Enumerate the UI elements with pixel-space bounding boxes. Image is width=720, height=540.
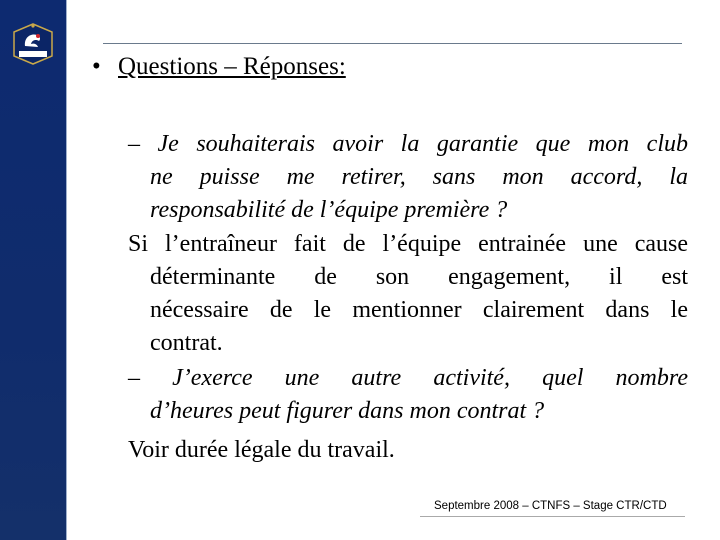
question-1-line: responsabilité de l’équipe première ? — [150, 197, 508, 223]
slide-title — [92, 52, 346, 82]
title-text: Questions – Réponses: — [118, 53, 346, 80]
answer-1-line: déterminante de son engagement, il est — [150, 264, 688, 290]
sidebar-band — [0, 0, 66, 540]
answer-1-line: contrat. — [150, 330, 223, 356]
fff-logo-icon — [12, 22, 54, 66]
top-divider — [103, 43, 682, 44]
answer-1-line: Si l’entraîneur fait de l’équipe entrainée une cause — [128, 231, 688, 257]
question-1-line: ne puisse me retirer, sans mon accord, la — [150, 164, 688, 190]
answer-1-line: nécessaire de le mentionner clairement dans le — [150, 297, 688, 323]
question-2-line: d’heures peut figurer dans mon contrat ? — [150, 398, 545, 424]
bullet: • — [92, 53, 101, 80]
question-2-line: – J’exerce une autre activité, quel nombre — [128, 365, 688, 391]
answer-2-line: Voir durée légale du travail. — [128, 437, 395, 463]
question-1-line: – Je souhaiterais avoir la garantie que mon club — [128, 131, 688, 157]
footer-text: Septembre 2008 – CTNFS – Stage CTR/CTD — [434, 500, 667, 512]
footer-divider — [420, 516, 685, 517]
